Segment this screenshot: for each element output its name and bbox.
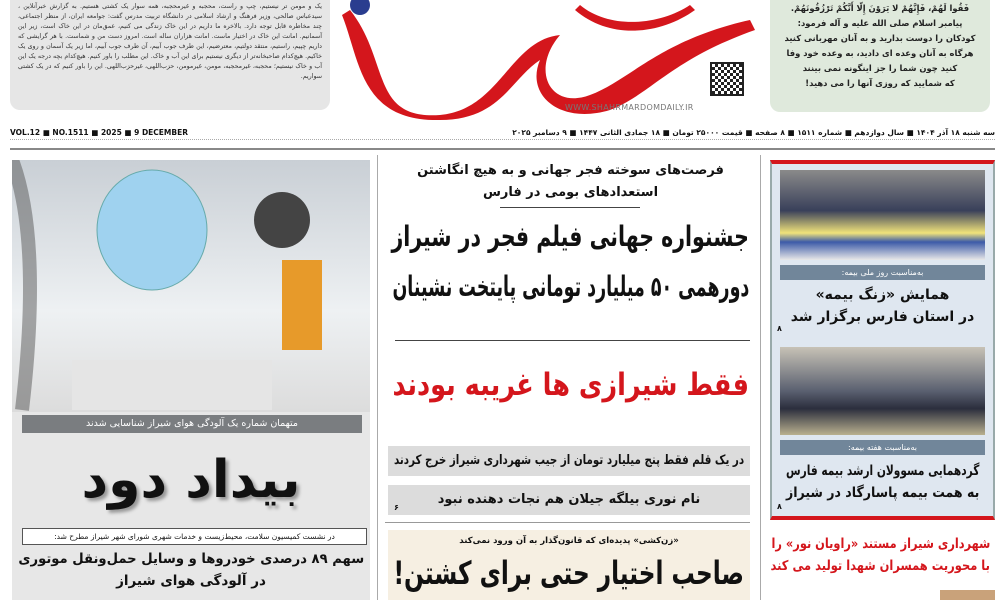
pollution-cartoon xyxy=(12,160,370,412)
page-number: ۶ xyxy=(394,503,399,512)
headline-line: با محوریت همسران شهدا تولید می کند xyxy=(770,558,991,574)
column-rule xyxy=(377,155,378,600)
story-kicker: «زن‌کشی» پدیده‌ای که قانون‌گذار به آن ورود نمی‌کند xyxy=(459,536,679,546)
editorial-excerpt: یک و مومن تر نیستیم، چپ و راست، محجبه و غیرمحجبه، همه سوار یک کشتی هستیم. به گزارش خبرآنلاین ، سیدعباس صالحی، وزیر فرهنگ و ارشاد اسلامی در دانشگاه تربیت مدرس گفت: جوامعه ایران، از منظر اجتماعی، چند مخاطره قابل توجه دارد. بالاخره ما داریم در این خاک زندگی می کنیم، عمق‌مان در این خاک است، زیر این آسمانیم. امانت این خاک در اختیار ماست. امانت هزاران ساله است. امروز دست من و شماست. با هر گرایشی که داریم چپیم، راستیم، منتقد دولتیم، معترضیم، این طرف جوب آبیم، آن طرف جوب آبیم، اما زیر یک آسمان و روی یک خاکیم. هیچ‌کدام صاحبخانه‌تر از دیگری نیستیم برای این آب و خاک. این مطلب را باور کنیم. هیچ‌کدام بچه درجه یک این آب و خاک نیستیم؛ محجبه، غیرمحجبه، مومن، غیرمومن، حزب‌اللهی، غیرحزب‌اللهی. این را باور کنیم که در یک کشتی سواریم. xyxy=(10,0,330,110)
dateline-en: VOL.12 ■ NO.1511 ■ 2025 ■ 9 DECEMBER xyxy=(10,128,189,137)
hadith-line: که شمایید که روزی آنها را می دهید! xyxy=(805,78,955,88)
hadith-line: کودکان را دوست بدارید و به آنان مهربانی کنید xyxy=(784,33,976,43)
verse: فَقُوا لَهُمْ، فَإِنَّهُمْ لا يَرَوْنَ إِلّا أَنَّكُمْ تَرْزُقُونَهُمْ. xyxy=(790,3,970,13)
headline-line: شهرداری شیراز مستند «راویان نور» را xyxy=(771,536,990,552)
story-photo xyxy=(940,590,995,600)
main-headline[interactable] xyxy=(388,212,753,312)
qr-code xyxy=(710,62,744,96)
hadith-line: کنید چون شما را جز اینگونه نمی بینند xyxy=(802,63,958,73)
left-headline[interactable]: بیداد دود xyxy=(81,450,301,510)
masthead-logo xyxy=(330,0,760,120)
divider xyxy=(395,340,750,341)
headline-line: همایش «زنگ بیمه» xyxy=(815,287,950,303)
website-url: WWW.SHAHRMARDOMDAILY.IR xyxy=(565,103,694,112)
insurance-group-photo xyxy=(780,347,985,435)
caption-1: به‌مناسبت روز ملی بیمه: xyxy=(841,268,924,277)
divider xyxy=(10,148,995,150)
dateline-fa: سه شنبه ۱۸ آذر ۱۴۰۴ ■ سال دوازدهم ■ شماره ۱۵۱۱ ■ ۸ صفحه ■ قیمت ۲۵۰۰۰ تومان ■ ۱۸ جمادی الثانی ۱۴۴۷ ■ ۹ دسامبر ۲۰۲۵ xyxy=(512,128,995,137)
insurance-event-photo xyxy=(780,170,985,260)
headline-line: به همت بیمه پاسارگاد در شیراز xyxy=(785,485,980,501)
page-number: ۸ xyxy=(777,502,782,511)
headline-line: در استان فارس برگزار شد xyxy=(790,309,975,325)
right-headline-2[interactable] xyxy=(772,460,993,504)
red-headline[interactable]: فقط شیرازی ها غریبه بودند xyxy=(392,367,749,403)
headline-line: گردهمایی مسوولان ارشد بیمه فارس xyxy=(785,463,980,479)
femicide-story[interactable] xyxy=(388,530,750,600)
column-rule xyxy=(760,155,761,600)
left-sub-line: سهم ۸۹ درصدی خودروها و وسایل حمل‌ونقل موتوری xyxy=(18,551,364,567)
divider xyxy=(500,207,640,208)
story-headline: صاحب اختیار حتی برای کشتن! xyxy=(393,554,745,592)
right-red-headline[interactable] xyxy=(768,533,993,577)
headline-line: دورهمی ۵۰ میلیارد تومانی پایتخت نشینان xyxy=(392,270,749,303)
kicker-line: فرصت‌های سوخته فجر جهانی و به هیچ انگاشتن xyxy=(417,163,724,178)
left-summary-box: در نشست کمیسیون سلامت، محیط‌زیست و خدمات شهری شورای شهر شیراز مطرح شد: xyxy=(54,532,335,541)
hadith-line: پیامبر اسلام صلی الله علیه و آله فرمود: xyxy=(797,18,963,28)
left-sub-line: در آلودگی هوای شیراز xyxy=(116,573,266,589)
kicker-line: استعدادهای بومی در فارس xyxy=(482,185,659,200)
center-bar-2[interactable] xyxy=(388,485,750,515)
hadith-line: هرگاه به آنان وعده ای دادید، به وعده خود وفا xyxy=(786,48,974,58)
hadith-box xyxy=(770,0,990,112)
headline-line: جشنواره جهانی فیلم فجر در شیراز xyxy=(391,220,750,253)
caption-2: به‌مناسبت هفته بیمه: xyxy=(848,443,917,452)
right-headline-1[interactable] xyxy=(772,284,993,328)
left-subheadline xyxy=(12,548,370,592)
bar2-text: نام نوری بیلگه جیلان هم نجات دهنده نبود xyxy=(437,492,701,507)
center-bar-1[interactable]: در یک قلم فقط پنج میلیارد تومان از جیب شهرداری شیراز خرج کردند xyxy=(393,453,745,468)
center-kicker xyxy=(388,160,753,204)
insurance-box xyxy=(770,160,995,520)
page-number: ۸ xyxy=(777,324,782,333)
dateline xyxy=(10,126,995,140)
left-caption: متهمان شماره یک آلودگی هوای شیراز شناسایی شدند xyxy=(86,418,299,429)
divider xyxy=(385,522,750,523)
